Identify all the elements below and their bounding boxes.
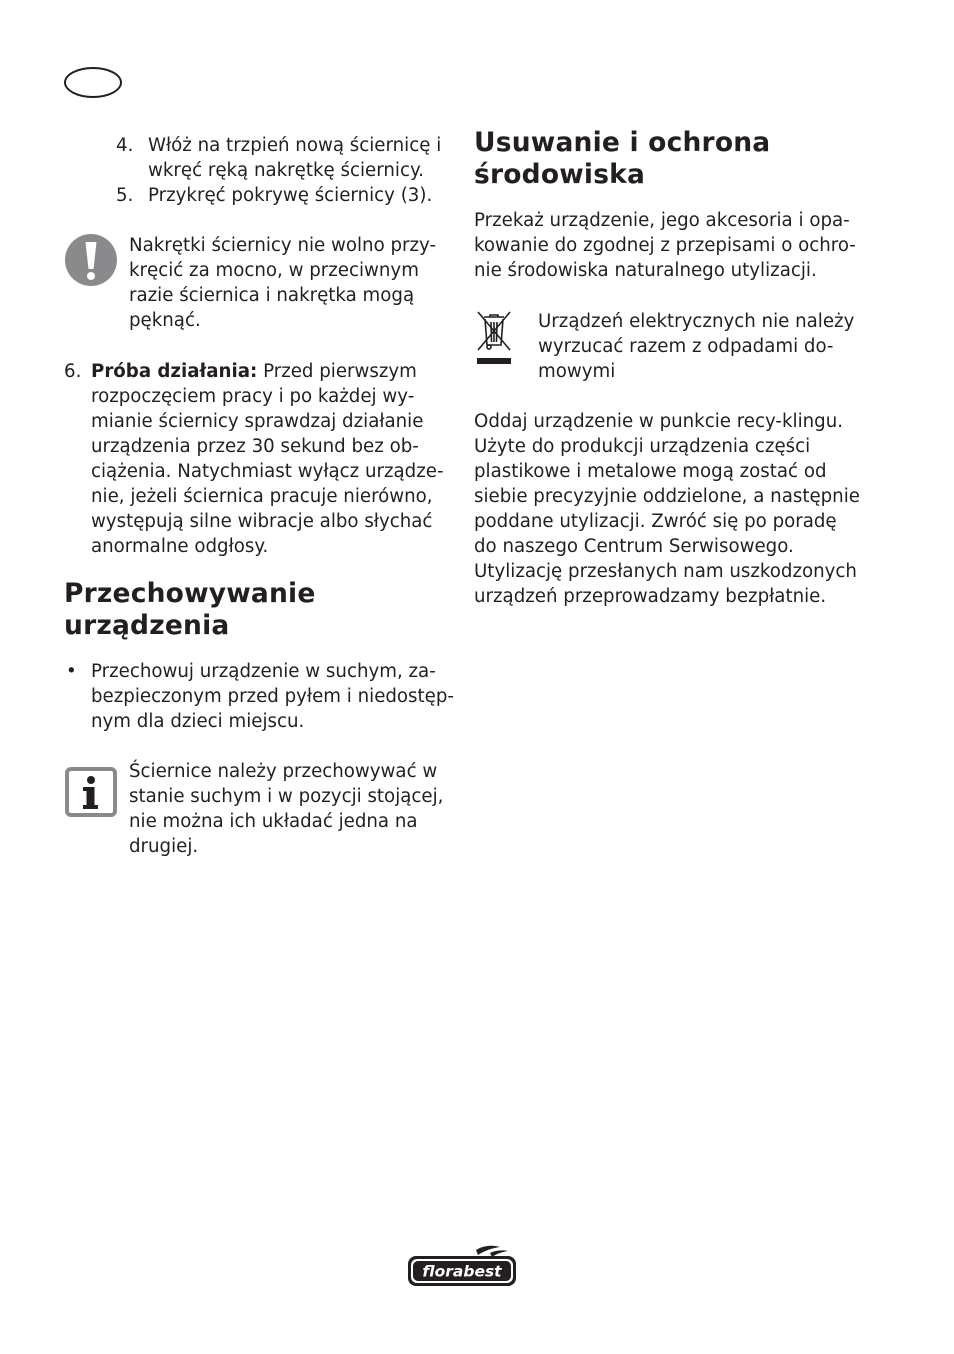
section-heading: Usuwanie i ochrona środowiska [474, 127, 771, 190]
step-label: Próba działania: [91, 361, 258, 382]
logo-text: florabest [422, 1262, 502, 1281]
step-text: Włóż na trzpień nową ściernicę i wkręć ręką nakrętkę ściernicy. [148, 135, 442, 181]
section-heading: Przechowywanie urządzenia [64, 578, 316, 641]
step-number: 5. [116, 185, 134, 206]
bullet: • [66, 661, 77, 682]
language-badge [64, 67, 122, 98]
crossed-bin-icon [474, 310, 514, 368]
info-text: Ściernice należy przechowywać w stanie suchym i w pozycji stojącej, nie można ich układać jedna na drugiej. [129, 761, 444, 857]
exclamation-warning-icon [64, 233, 118, 287]
intro-paragraph: Przekaż urządzenie, jego akcesoria i opa- kowanie do zgodnej z przepisami o ochro- nie środowiska naturalnego utylizacji. [474, 210, 856, 281]
florabest-logo [406, 1244, 518, 1288]
step-text: Przykręć pokrywę ściernicy (3). [148, 185, 433, 206]
warning-text: Nakrętki ściernicy nie wolno przy- kręcić za mocno, w przeciwnym razie ściernica i nakrętka mogą pęknąć. [129, 235, 437, 331]
bullet-text: Przechowuj urządzenie w suchym, za- bezpieczonym przed pyłem i niedostęp- nym dla dzieci miejscu. [91, 661, 454, 732]
step-text: Próba działania: Przed pierwszym rozpoczęciem pracy i po każdej wy- mianie ściernicy sprawdzaj działanie urządzenia przez 30 sekund bez ob- ciążenia. Natychmiast wyłącz urządze- nie, jeżeli ściernica pracuje nierówno, występują silne wibracje albo słychać anormalne odgłosy. [91, 361, 444, 557]
step-number: 4. [116, 135, 134, 156]
info-icon [65, 767, 117, 817]
step-number: 6. [64, 361, 82, 382]
recycling-paragraph: Oddaj urządzenie w punkcie recy-klingu. Użyte do produkcji urządzenia części plastikowe i metalowe mogą zostać od siebie precyzyjnie oddzielone, a następnie poddane utylizacji. Zwróć się po poradę do naszego Centrum Serwisowego. Utylizację przesłanych nam uszkodzonych urządzeń przeprowadzamy bezpłatnie. [474, 411, 860, 607]
weee-text: Urządzeń elektrycznych nie należy wyrzucać razem z odpadami do- mowymi [538, 311, 855, 382]
